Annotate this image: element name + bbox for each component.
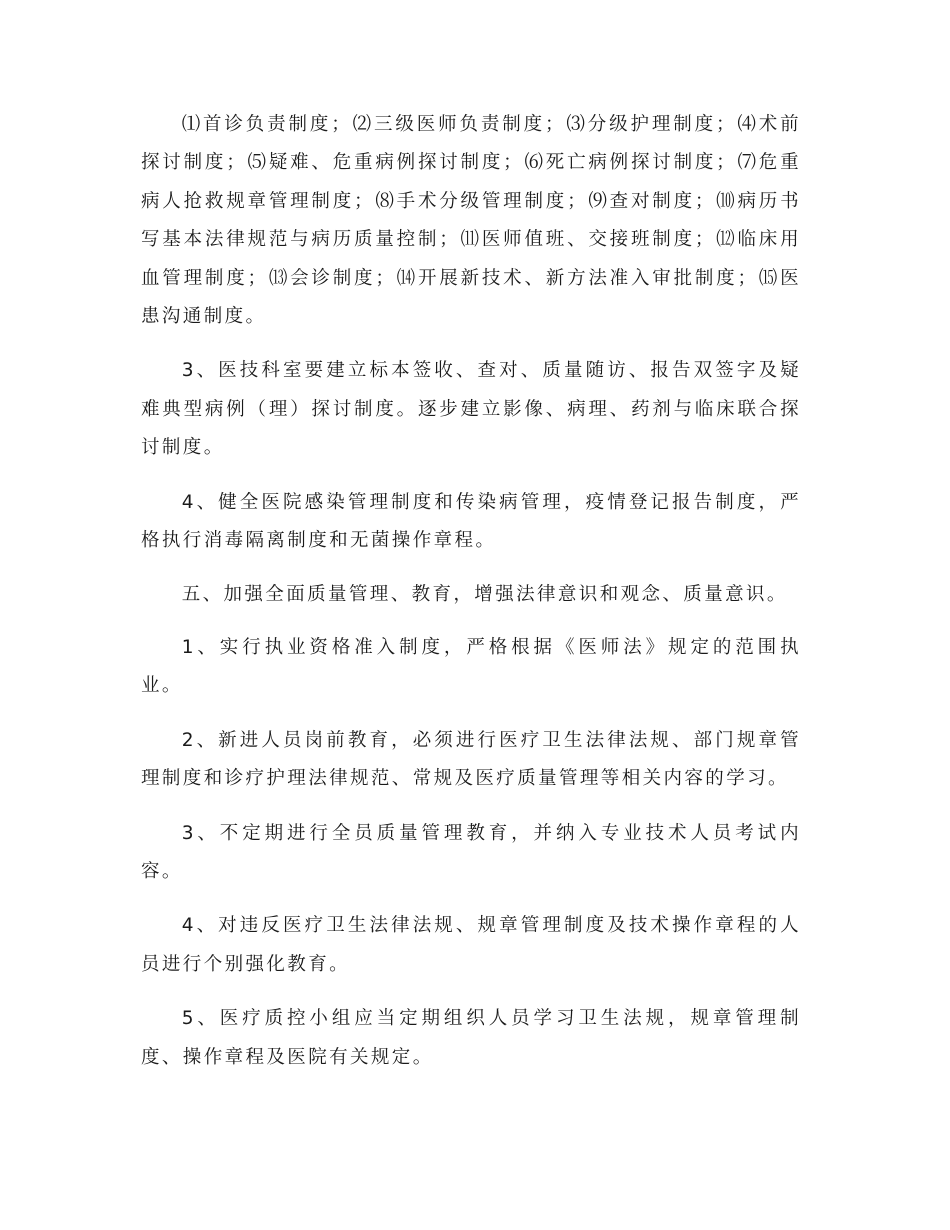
paragraph-item-4-infection: 4、健全医院感染管理制度和传染病管理，疫情登记报告制度，严格执行消毒隔离制度和无菌操作章程。: [141, 491, 801, 552]
section-heading-five: 五、加强全面质量管理、教育，增强法律意识和观念、质量意识。: [181, 584, 788, 606]
paragraph-item-1-qualification: 1、实行执业资格准入制度，严格根据《医师法》规定的范围执业。: [141, 636, 801, 697]
paragraph-regulations-list: ⑴首诊负责制度；⑵三级医师负责制度；⑶分级护理制度；⑷术前探讨制度；⑸疑难、危重病例探讨制度；⑹死亡病例探讨制度；⑺危重病人抢救规章管理制度；⑻手术分级管理制度；⑼查对制度；⑽病历书写基本法律规范与病历质量控制；⑾医师值班、交接班制度；⑿临床用血管理制度；⒀会诊制度；⒁开展新技术、新方法准入审批制度；⒂医患沟通制度。: [141, 114, 801, 328]
document-page: [141, 106, 801, 1077]
paragraph-item-3-quality-education: 3、不定期进行全员质量管理教育，并纳入专业技术人员考试内容。: [141, 822, 801, 882]
paragraph-item-5-qc-group: 5、医疗质控小组应当定期组织人员学习卫生法规，规章管理制度、操作章程及医院有关规定。: [141, 1008, 801, 1068]
paragraph-item-2-onboarding: 2、新进人员岗前教育，必须进行医疗卫生法律法规、部门规章管理制度和诊疗护理法律规范、常规及医疗质量管理等相关内容的学习。: [141, 729, 801, 790]
paragraph-item-3-medical-tech: 3、医技科室要建立标本签收、查对、质量随访、报告双签字及疑难典型病例（理）探讨制度。逐步建立影像、病理、药剂与临床联合探讨制度。: [141, 360, 801, 459]
paragraph-item-4-violations: 4、对违反医疗卫生法律法规、规章管理制度及技术操作章程的人员进行个别强化教育。: [141, 915, 801, 975]
